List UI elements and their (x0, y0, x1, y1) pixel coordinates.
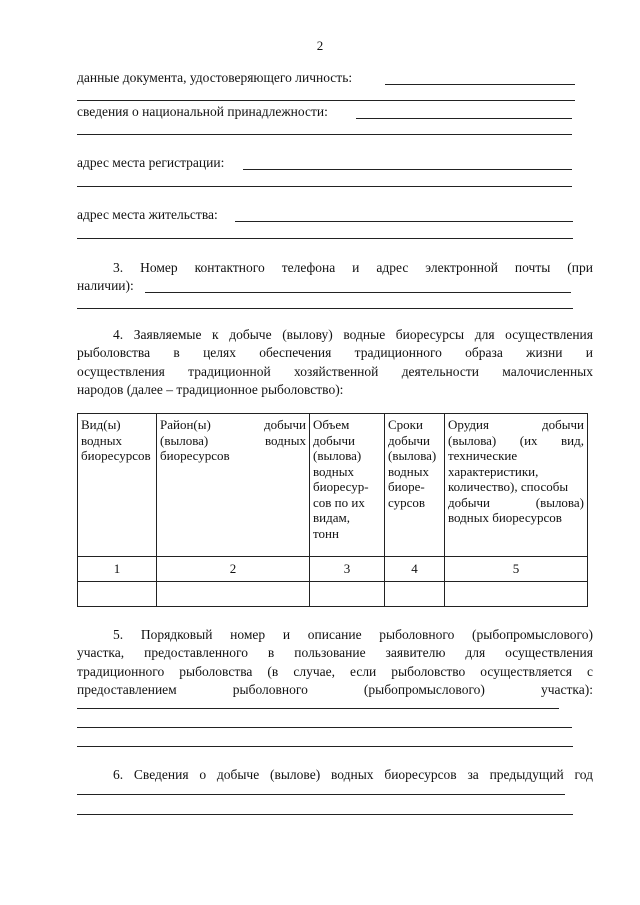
residence-address-label: адрес места жительства: (77, 207, 218, 222)
header-tools: Орудия добычи (вылова) (их вид, технические характеристики, количество), способы добычи (вылова) водных биоресурсов (445, 414, 588, 557)
contact-input-line-2[interactable] (77, 308, 573, 309)
residence-address-input-line-2[interactable] (77, 238, 573, 239)
header-volume: Объем добычи (вылова) водных биоресур- сов по их видам, тонн (310, 414, 385, 557)
identity-doc-input-line[interactable] (385, 84, 575, 85)
column-number: 1 (78, 557, 157, 582)
residence-address-input-line[interactable] (235, 221, 573, 222)
header-area: Район(ы) добычи (вылова) водных биоресурсов (157, 414, 310, 557)
bioresources-table (77, 413, 588, 607)
table-cell-terms[interactable] (385, 582, 445, 607)
table-row[interactable] (78, 582, 588, 607)
header-species: Вид(ы) водных биоресурсов (78, 414, 157, 557)
plot-description-input-line[interactable] (77, 708, 559, 709)
header-terms: Сроки добычи (вылова) водных биоре- сурсов (385, 414, 445, 557)
section-4-paragraph (77, 326, 593, 399)
section-4-line: осуществления традиционной хозяйственной деятельности малочисленных (77, 363, 593, 379)
registration-address-input-line-2[interactable] (77, 186, 572, 187)
section-3-line-2: наличии): (77, 278, 134, 293)
section-6-line-1: 6. Сведения о добыче (вылове) водных биоресурсов за предыдущий год (113, 767, 593, 782)
page-number: 2 (316, 38, 324, 53)
section-4-line: 4. Заявляемые к добыче (вылову) водные биоресурсы для осуществления (113, 327, 593, 342)
section-5-line: участка, предоставленного в пользование заявителю для осуществления (77, 645, 593, 661)
table-cell-volume[interactable] (310, 582, 385, 607)
plot-description-input-line-3[interactable] (77, 746, 573, 747)
registration-address-input-line[interactable] (243, 169, 572, 170)
previous-year-input-line-2[interactable] (77, 814, 573, 815)
previous-year-input-line[interactable] (77, 794, 565, 795)
section-5-paragraph (77, 626, 593, 699)
contact-input-line[interactable] (145, 292, 571, 293)
section-4-line: рыболовства в целях обеспечения традиционного образа жизни и (77, 345, 593, 361)
plot-description-input-line-2[interactable] (77, 727, 572, 728)
identity-doc-input-line-2[interactable] (77, 100, 575, 101)
nationality-input-line-2[interactable] (77, 134, 572, 135)
column-number: 3 (310, 557, 385, 582)
identity-doc-label: данные документа, удостоверяющего личность: (77, 70, 353, 85)
section-4-line: народов (далее – традиционное рыболовство): (77, 381, 344, 397)
section-5-line: 5. Порядковый номер и описание рыболовного (рыбопромыслового) (113, 627, 593, 642)
column-number: 2 (157, 557, 310, 582)
table-cell-area[interactable] (157, 582, 310, 607)
table-cell-tools[interactable] (445, 582, 588, 607)
section-5-line: традиционного рыболовства (в случае, если рыболовство осуществляется с (77, 663, 593, 679)
registration-address-label: адрес места регистрации: (77, 155, 225, 170)
column-number: 4 (385, 557, 445, 582)
table-number-row (78, 557, 588, 582)
nationality-input-line[interactable] (356, 118, 572, 119)
table-cell-species[interactable] (78, 582, 157, 607)
section-3-line-1: 3. Номер контактного телефона и адрес электронной почты (при (113, 260, 593, 275)
column-number: 5 (445, 557, 588, 582)
section-5-line: предоставлением рыболовного (рыбопромыслового) участка): (77, 681, 593, 697)
table-header-row (78, 414, 588, 557)
nationality-label: сведения о национальной принадлежности: (77, 104, 328, 119)
